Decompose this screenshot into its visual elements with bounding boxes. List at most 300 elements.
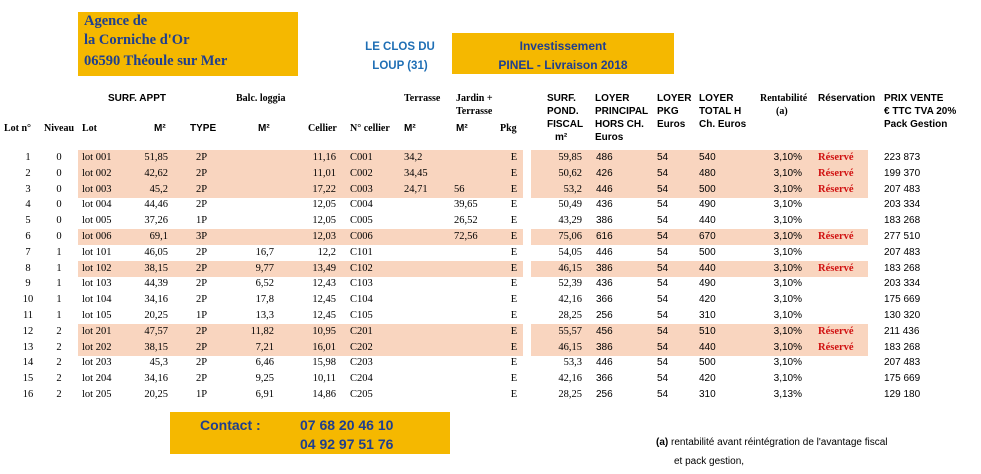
cell-surf: 44,46: [144, 199, 168, 211]
cell-cellier: 16,01: [312, 341, 336, 353]
cell-lot: lot 204: [82, 373, 112, 385]
cell-surf: 44,39: [144, 278, 168, 290]
cell-cellier: 13,49: [312, 262, 336, 274]
cell-balc: 17,8: [255, 294, 274, 306]
header-loyer-total-2: TOTAL H: [699, 106, 742, 117]
cell-lt: 540: [699, 152, 716, 163]
cell-lp: 446: [596, 357, 613, 369]
cell-pond: 50,49: [558, 199, 582, 211]
cell-lot: lot 002: [82, 167, 112, 179]
cell-niveau: 0: [56, 152, 62, 163]
cell-niveau: 0: [56, 215, 62, 227]
cell-lt: 310: [699, 310, 716, 321]
cell-rent: 3,10%: [773, 199, 802, 211]
cell-cellier: 10,95: [312, 325, 336, 337]
cell-pond: 54,05: [558, 246, 582, 258]
cell-surf: 34,16: [144, 294, 168, 306]
cell-res: Réservé: [818, 183, 854, 195]
cell-lt: 490: [699, 278, 716, 290]
header-loyer-p-4: Euros: [595, 132, 624, 143]
cell-prix: 130 320: [884, 310, 921, 321]
cell-lp: 426: [596, 167, 613, 179]
cell-surf: 38,15: [144, 341, 168, 353]
cell-lot: lot 205: [82, 389, 112, 400]
header-loyer-p-2: PRINCIPAL: [595, 106, 649, 117]
cell-surf: 45,3: [149, 357, 168, 369]
table-row: [0, 166, 981, 182]
contact-phone-2[interactable]: 04 92 97 51 76: [300, 436, 394, 452]
cell-n: 9: [25, 278, 31, 290]
cell-surf: 46,05: [144, 246, 168, 258]
cell-pkg: E: [510, 278, 518, 290]
cell-lot: lot 001: [82, 152, 112, 163]
cell-cellier: 12,05: [312, 199, 336, 211]
cell-lot: lot 103: [82, 278, 112, 290]
cell-surf: 37,26: [144, 215, 168, 227]
cell-prix: 199 370: [884, 167, 921, 179]
cell-n: 11: [22, 310, 34, 321]
cell-surf: 20,25: [144, 389, 168, 400]
cell-prix: 277 510: [884, 231, 921, 242]
cell-type: 2P: [196, 278, 208, 290]
cell-lp: 366: [596, 294, 613, 306]
investment-line-1: Investissement: [519, 39, 607, 53]
program-name: [350, 38, 450, 76]
cell-prix: 175 669: [884, 294, 921, 306]
cell-lot: lot 006: [82, 231, 112, 242]
header-surf-pond-2: POND.: [547, 106, 579, 117]
table-row: [0, 229, 981, 245]
cell-res: Réservé: [818, 167, 854, 179]
header-lot: Lot: [82, 123, 97, 134]
cell-ncel: C201: [350, 325, 373, 337]
cell-lpkg: 54: [657, 262, 669, 274]
cell-jardin: 39,65: [454, 199, 478, 211]
table-row: [0, 340, 981, 356]
cell-n: 7: [25, 246, 31, 258]
cell-cellier: 12,2: [317, 246, 336, 258]
footnote-line-2: et pack gestion,: [674, 456, 745, 467]
cell-balc: 9,77: [255, 262, 274, 274]
contact-phone-1[interactable]: 07 68 20 46 10: [300, 417, 394, 433]
cell-type: 3P: [196, 231, 208, 242]
header-surf-pond-4: m²: [555, 132, 568, 143]
cell-lp: 616: [596, 231, 613, 242]
cell-ncel: C003: [350, 183, 373, 195]
cell-lt: 490: [699, 199, 716, 211]
cell-lpkg: 54: [657, 389, 669, 400]
cell-jardin: 56: [454, 183, 465, 195]
cell-pkg: E: [510, 357, 518, 369]
cell-pkg: E: [510, 167, 518, 179]
cell-lpkg: 54: [657, 341, 669, 353]
cell-n: 3: [25, 183, 31, 195]
cell-niveau: 1: [56, 262, 62, 274]
cell-balc: 6,91: [255, 389, 274, 400]
cell-balc: 11,82: [250, 325, 274, 337]
cell-lot: lot 004: [82, 199, 112, 211]
header-cellier: Cellier: [308, 123, 337, 134]
table-row: [0, 261, 981, 277]
cell-n: 6: [25, 231, 31, 242]
cell-type: 2P: [196, 294, 208, 306]
cell-surf: 34,16: [144, 373, 168, 385]
cell-n: 12: [22, 325, 34, 337]
cell-pkg: E: [510, 310, 518, 321]
cell-pond: 55,57: [558, 325, 582, 337]
cell-lp: 386: [596, 262, 613, 274]
cell-cellier: 12,45: [312, 294, 336, 306]
cell-lt: 500: [699, 357, 716, 369]
cell-lpkg: 54: [657, 357, 669, 369]
cell-pond: 53,3: [563, 357, 582, 369]
cell-cellier: 12,45: [312, 310, 336, 321]
header-terrasse: Terrasse: [404, 93, 441, 104]
cell-rent: 3,10%: [773, 357, 802, 369]
cell-ncel: C006: [350, 231, 373, 242]
cell-pkg: E: [510, 215, 518, 227]
cell-lot: lot 102: [82, 262, 112, 274]
cell-lpkg: 54: [657, 294, 669, 306]
contact-label: Contact :: [200, 417, 261, 433]
cell-niveau: 1: [56, 246, 62, 258]
cell-rent: 3,13%: [773, 389, 802, 400]
cell-cellier: 12,03: [312, 231, 336, 242]
header-lot-no: Lot n°: [4, 123, 32, 134]
cell-niveau: 1: [56, 310, 62, 321]
header-loyer-pkg-3: Euros: [657, 119, 686, 130]
cell-niveau: 0: [56, 199, 62, 211]
program-line-2: LOUP (31): [372, 60, 428, 72]
header-jardin-unit: M²: [456, 123, 468, 134]
cell-lpkg: 54: [657, 152, 669, 163]
cell-n: 15: [22, 373, 34, 385]
cell-niveau: 2: [56, 341, 62, 353]
investment-box: [452, 33, 674, 74]
header-niveau: Niveau: [44, 123, 74, 134]
cell-cellier: 12,43: [312, 278, 336, 290]
cell-balc: 6,52: [255, 278, 274, 290]
cell-rent: 3,10%: [773, 231, 802, 242]
table-row: [0, 371, 981, 387]
header-rentabilite-1: Rentabilité: [760, 93, 808, 104]
cell-ncel: C103: [350, 278, 373, 290]
cell-cellier: 15,98: [312, 357, 336, 369]
cell-lp: 456: [596, 325, 613, 337]
cell-lpkg: 54: [657, 373, 669, 385]
table-row: [0, 276, 981, 292]
agency-box: [78, 12, 298, 76]
cell-n: 10: [22, 294, 34, 306]
cell-lpkg: 54: [657, 325, 669, 337]
cell-niveau: 2: [56, 357, 62, 369]
cell-lp: 256: [596, 310, 613, 321]
cell-prix: 211 436: [884, 325, 920, 337]
cell-niveau: 0: [56, 167, 62, 179]
cell-lpkg: 54: [657, 215, 669, 227]
cell-jardin: 72,56: [454, 231, 478, 242]
cell-res: Réservé: [818, 231, 854, 242]
cell-prix: 207 483: [884, 183, 921, 195]
cell-lt: 500: [699, 183, 716, 195]
cell-pkg: E: [510, 341, 518, 353]
header-type: TYPE: [190, 123, 217, 134]
cell-type: 2P: [196, 341, 208, 353]
cell-ncel: C105: [350, 310, 373, 321]
cell-surf: 51,85: [144, 152, 168, 163]
header-surf-pond-3: FISCAL: [547, 119, 584, 130]
cell-lt: 440: [699, 215, 716, 227]
cell-ncel: C002: [350, 167, 373, 179]
cell-cellier: 14,86: [312, 389, 336, 400]
cell-lt: 440: [699, 341, 716, 353]
cell-lt: 440: [699, 262, 716, 274]
cell-lp: 436: [596, 199, 613, 211]
table-row: [0, 387, 981, 403]
cell-type: 2P: [196, 373, 208, 385]
cell-lt: 420: [699, 373, 716, 385]
cell-res: Réservé: [818, 152, 854, 163]
header-num-cellier: N° cellier: [350, 123, 390, 134]
cell-balc: 9,25: [255, 373, 274, 385]
header-surf-appt: SURF. APPT: [108, 93, 166, 104]
header-jardin-1: Jardin +: [456, 93, 493, 104]
table-row: [0, 292, 981, 308]
cell-type: 1P: [196, 215, 208, 227]
cell-pkg: E: [510, 389, 518, 400]
cell-rent: 3,10%: [773, 278, 802, 290]
cell-lpkg: 54: [657, 231, 669, 242]
cell-ncel: C001: [350, 152, 373, 163]
table-row: [0, 213, 981, 229]
cell-lot: lot 101: [82, 246, 112, 258]
cell-lot: lot 105: [82, 310, 112, 321]
cell-lp: 386: [596, 215, 613, 227]
cell-type: 2P: [196, 246, 208, 258]
cell-prix: 183 268: [884, 215, 921, 227]
cell-lpkg: 54: [657, 246, 669, 258]
cell-lpkg: 54: [657, 310, 669, 321]
cell-type: 2P: [196, 152, 208, 163]
header-terrasse-unit: M²: [404, 123, 416, 134]
cell-niveau: 0: [56, 183, 62, 195]
cell-lpkg: 54: [657, 167, 669, 179]
cell-lp: 446: [596, 246, 613, 258]
cell-cellier: 11,16: [312, 152, 336, 163]
cell-terr: 34,2: [404, 152, 423, 163]
cell-lp: 366: [596, 373, 613, 385]
cell-pkg: E: [510, 325, 518, 337]
cell-cellier: 17,22: [312, 183, 336, 195]
cell-lpkg: 54: [657, 183, 669, 195]
cell-prix: 207 483: [884, 357, 921, 369]
cell-pkg: E: [510, 246, 518, 258]
cell-pond: 42,16: [558, 373, 582, 385]
table-row: [0, 245, 981, 261]
cell-niveau: 1: [56, 294, 62, 306]
cell-type: 2P: [196, 167, 208, 179]
table-row: [0, 308, 981, 324]
cell-surf: 47,57: [144, 325, 168, 337]
cell-pond: 50,62: [558, 167, 582, 179]
cell-rent: 3,10%: [773, 341, 802, 353]
cell-surf: 20,25: [144, 310, 168, 321]
cell-pkg: E: [510, 152, 518, 163]
header-loyer-pkg-1: LOYER: [657, 93, 692, 104]
cell-pond: 46,15: [558, 341, 582, 353]
cell-prix: 129 180: [884, 389, 921, 400]
cell-rent: 3,10%: [773, 262, 802, 274]
cell-prix: 203 334: [884, 278, 921, 290]
cell-type: 1P: [196, 310, 208, 321]
cell-lot: lot 201: [82, 325, 112, 337]
cell-n: 4: [25, 199, 31, 211]
cell-prix: 183 268: [884, 341, 921, 353]
cell-lp: 256: [596, 389, 613, 400]
cell-lot: lot 104: [82, 294, 112, 306]
cell-prix: 183 268: [884, 262, 921, 274]
cell-pond: 75,06: [558, 231, 582, 242]
footnote-line-1: [656, 437, 888, 448]
cell-cellier: 10,11: [312, 373, 336, 385]
header-jardin-2: Terrasse: [456, 106, 493, 117]
cell-type: 2P: [196, 199, 208, 211]
cell-rent: 3,10%: [773, 152, 802, 163]
cell-rent: 3,10%: [773, 373, 802, 385]
cell-niveau: 2: [56, 373, 62, 385]
cell-terr: 34,45: [404, 167, 428, 179]
cell-ncel: C203: [350, 357, 373, 369]
cell-n: 8: [25, 262, 31, 274]
cell-res: Réservé: [818, 325, 854, 337]
cell-n: 16: [22, 389, 34, 400]
cell-prix: 175 669: [884, 373, 921, 385]
cell-rent: 3,10%: [773, 215, 802, 227]
footnote-marker: (a): [656, 437, 669, 448]
cell-pkg: E: [510, 262, 518, 274]
cell-pond: 59,85: [558, 152, 582, 163]
cell-niveau: 1: [56, 278, 62, 290]
header-loyer-p-1: LOYER: [595, 93, 630, 104]
cell-res: Réservé: [818, 262, 854, 274]
cell-rent: 3,10%: [773, 167, 802, 179]
cell-n: 2: [25, 167, 31, 179]
cell-balc: 7,21: [255, 341, 274, 353]
cell-pond: 42,16: [558, 294, 582, 306]
cell-res: Réservé: [818, 341, 854, 353]
cell-terr: 24,71: [404, 183, 428, 195]
table-row: [0, 355, 981, 371]
cell-surf: 42,62: [144, 167, 168, 179]
cell-lt: 480: [699, 167, 716, 179]
cell-type: 2P: [196, 262, 208, 274]
header-reservation: Réservation: [818, 93, 876, 104]
cell-surf: 45,2: [149, 183, 168, 195]
cell-ncel: C005: [350, 215, 373, 227]
header-rentabilite-2: (a): [776, 106, 788, 117]
program-line-1: LE CLOS DU: [365, 41, 435, 53]
investment-line-2: PINEL - Livraison 2018: [498, 58, 628, 72]
agency-line-2: la Corniche d'Or: [84, 32, 190, 48]
cell-prix: 223 873: [884, 152, 921, 163]
cell-niveau: 2: [56, 389, 62, 400]
header-loyer-total-3: Ch. Euros: [699, 119, 747, 130]
contact-box: [170, 412, 450, 454]
table-row: [0, 182, 981, 198]
agency-line-3: 06590 Théoule sur Mer: [84, 53, 228, 69]
cell-prix: 203 334: [884, 199, 921, 211]
cell-pond: 28,25: [558, 389, 582, 400]
cell-lot: lot 203: [82, 357, 112, 369]
header-loyer-p-3: HORS CH.: [595, 119, 644, 130]
cell-pkg: E: [510, 183, 518, 195]
cell-ncel: C102: [350, 262, 373, 274]
agency-line-1: Agence de: [84, 13, 148, 29]
cell-ncel: C204: [350, 373, 373, 385]
header-surf-unit: M²: [154, 123, 166, 134]
cell-rent: 3,10%: [773, 294, 802, 306]
header-surf-pond-1: SURF.: [547, 93, 576, 104]
cell-balc: 13,3: [255, 310, 274, 321]
cell-ncel: C205: [350, 389, 373, 400]
cell-pond: 53,2: [563, 183, 582, 195]
cell-prix: 207 483: [884, 246, 921, 258]
cell-balc: 6,46: [255, 357, 274, 369]
cell-rent: 3,10%: [773, 310, 802, 321]
cell-ncel: C101: [350, 246, 373, 258]
cell-pkg: E: [510, 231, 518, 242]
cell-lot: lot 003: [82, 183, 112, 195]
cell-type: 2P: [196, 325, 208, 337]
cell-surf: 69,1: [149, 231, 168, 242]
cell-n: 14: [22, 357, 34, 369]
cell-pkg: E: [510, 373, 518, 385]
cell-rent: 3,10%: [773, 325, 802, 337]
cell-lt: 420: [699, 294, 716, 306]
cell-type: 1P: [196, 389, 208, 400]
table-row: [0, 150, 981, 166]
cell-pond: 43,29: [558, 215, 582, 227]
cell-pond: 52,39: [558, 278, 582, 290]
cell-lp: 486: [596, 152, 613, 163]
cell-pond: 28,25: [558, 310, 582, 321]
cell-lpkg: 54: [657, 199, 669, 211]
cell-n: 1: [25, 152, 31, 163]
cell-lot: lot 202: [82, 341, 112, 353]
header-balcony: Balc. loggia: [236, 93, 286, 104]
cell-cellier: 12,05: [312, 215, 336, 227]
cell-lp: 446: [596, 183, 613, 195]
header-prix-1: PRIX VENTE: [884, 93, 944, 104]
cell-n: 5: [25, 215, 31, 227]
cell-surf: 38,15: [144, 262, 168, 274]
cell-type: 2P: [196, 183, 208, 195]
cell-lt: 500: [699, 246, 716, 258]
cell-ncel: C104: [350, 294, 373, 306]
header-loyer-pkg-2: PKG: [657, 106, 679, 117]
cell-lp: 436: [596, 278, 613, 290]
cell-ncel: C004: [350, 199, 373, 211]
header-loyer-total-1: LOYER: [699, 93, 734, 104]
table-row: [0, 197, 981, 213]
cell-lt: 510: [699, 325, 716, 337]
cell-lt: 310: [699, 389, 716, 400]
cell-lp: 386: [596, 341, 613, 353]
cell-lpkg: 54: [657, 278, 669, 290]
cell-type: 2P: [196, 357, 208, 369]
cell-cellier: 11,01: [312, 167, 336, 179]
footnote-text-1: rentabilité avant réintégration de l'avantage fiscal: [668, 437, 888, 448]
